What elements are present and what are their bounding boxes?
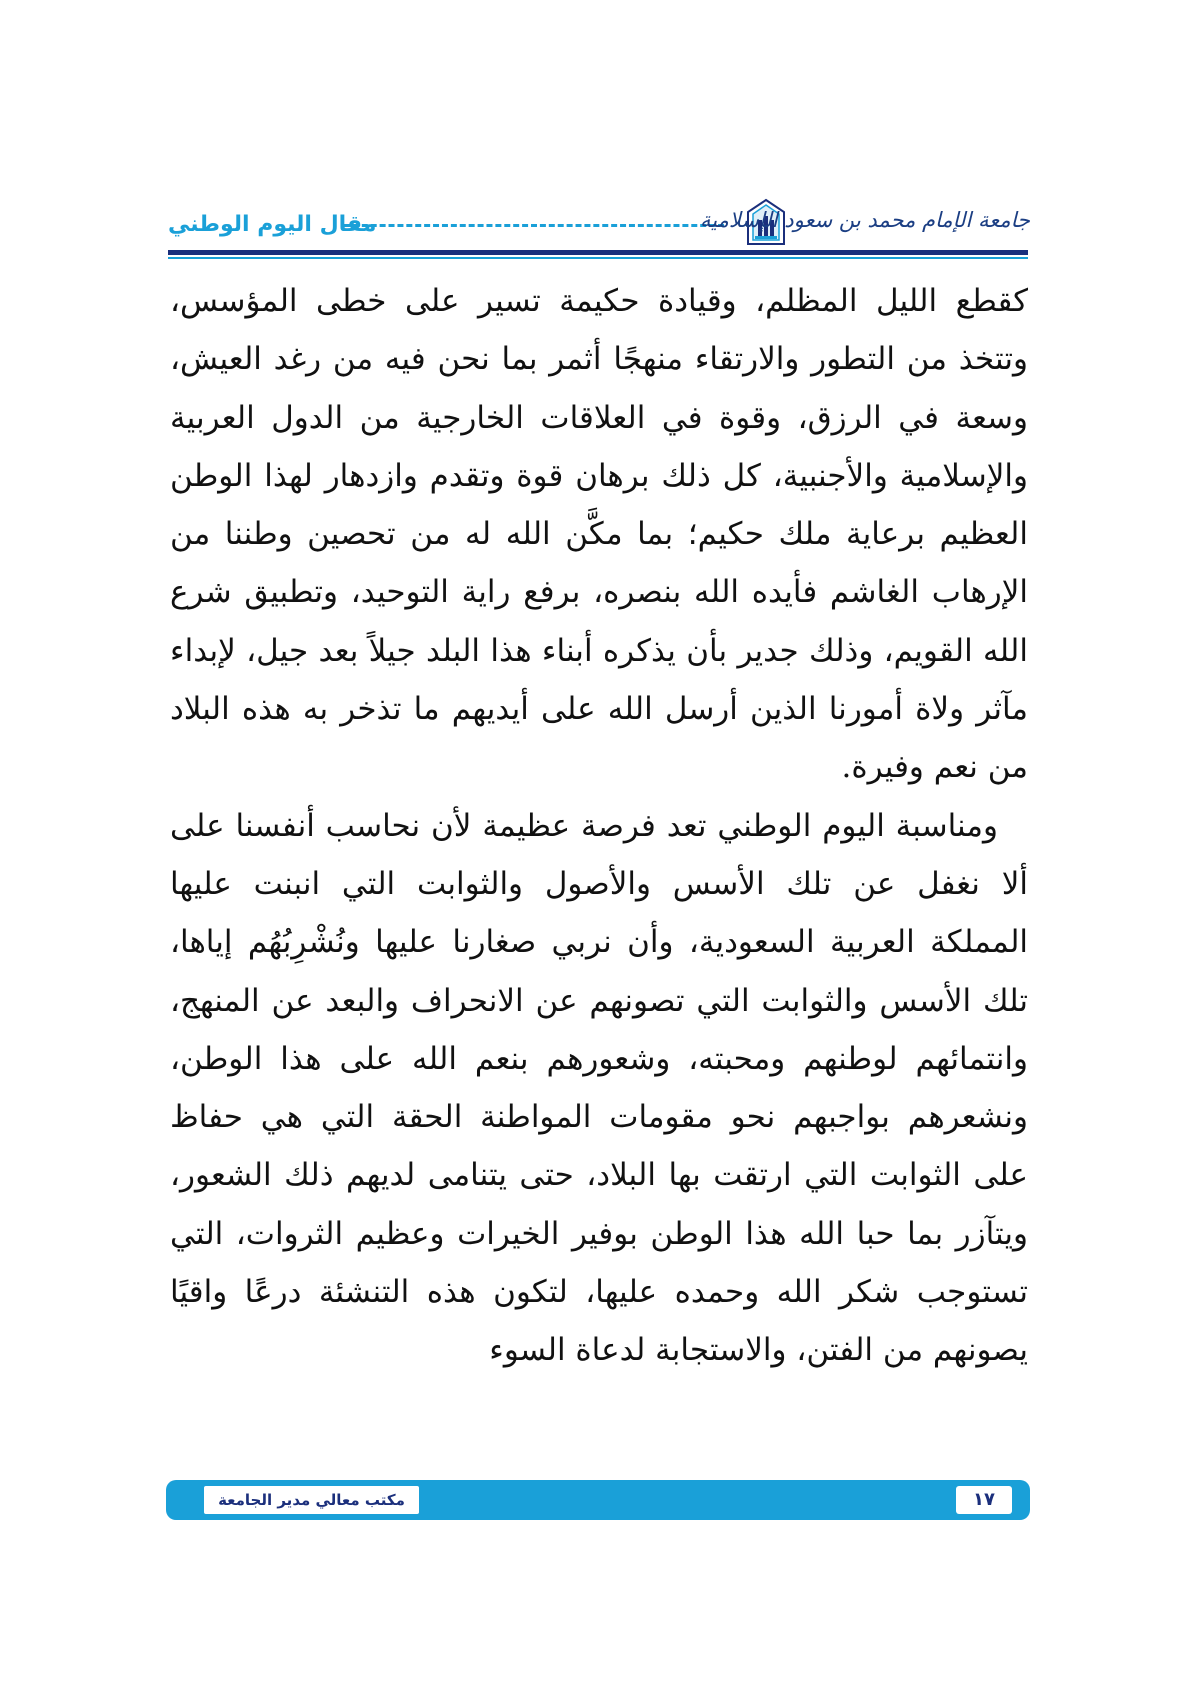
article-title: مقال اليوم الوطني: [168, 212, 377, 237]
article-paragraph: كقطع الليل المظلم، وقيادة حكيمة تسير على خطى المؤسس، وتتخذ من التطور والارتقاء منهجًا أثمر بما نحن فيه من رغد العيش، وسعة في الرزق، وقوة في العلاقات الخارجية من الدول العربية والإسلامية والأجنبية، كل ذلك برهان قوة وتقدم وازدهار لهذا الوطن العظيم برعاية ملك حكيم؛ بما مكَّن الله له من تحصين وطننا من الإرهاب الغاشم فأيده الله بنصره، برفع راية التوحيد، وتطبيق شرع الله القويم، وذلك جدير بأن يذكره أبناء هذا البلد جيلاً بعد جيل، لإبداء مآثر ولاة أمورنا الذين أرسل الله على أيديهم ما تذخر به هذه البلاد من نعم وفيرة.: [170, 283, 1028, 786]
page-header: [168, 196, 1028, 252]
office-label: مكتب معالي مدير الجامعة: [204, 1486, 419, 1514]
article-paragraph: ومناسبة اليوم الوطني تعد فرصة عظيمة لأن نحاسب أنفسنا على ألا نغفل عن تلك الأسس والأصول والثوابت التي انبنت عليها المملكة العربية السعودية، وأن نربي صغارنا عليها ونُشْرِبُهُم إياها، تلك الأسس والثوابت التي تصونهم عن الانحراف والبعد عن المنهج، وانتمائهم لوطنهم ومحبته، وشعورهم بنعم الله على هذا الوطن، ونشعرهم بواجبهم نحو مقومات المواطنة الحقة التي هي حفاظ على الثوابت التي ارتقت بها البلاد، حتى يتنامى لديهم ذلك الشعور، ويتآزر بما حبا الله هذا الوطن بوفير الخيرات وعظيم الثروات، التي تستوجب شكر الله وحمده عليها، لتكون هذه التنشئة درعًا واقيًا يصونهم من الفتن، والاستجابة لدعاة السوء: [170, 807, 1028, 1369]
page-footer: [166, 1480, 1030, 1520]
page-number: ١٧: [956, 1486, 1012, 1514]
header-rule-thin: [168, 257, 1028, 259]
article-body: [170, 272, 1028, 1380]
header-rule-thick: [168, 250, 1028, 255]
university-calligraphy: جامعة الإمام محمد بن سعود الإسلامية: [699, 208, 1030, 232]
header-dashed-divider: [344, 224, 724, 227]
